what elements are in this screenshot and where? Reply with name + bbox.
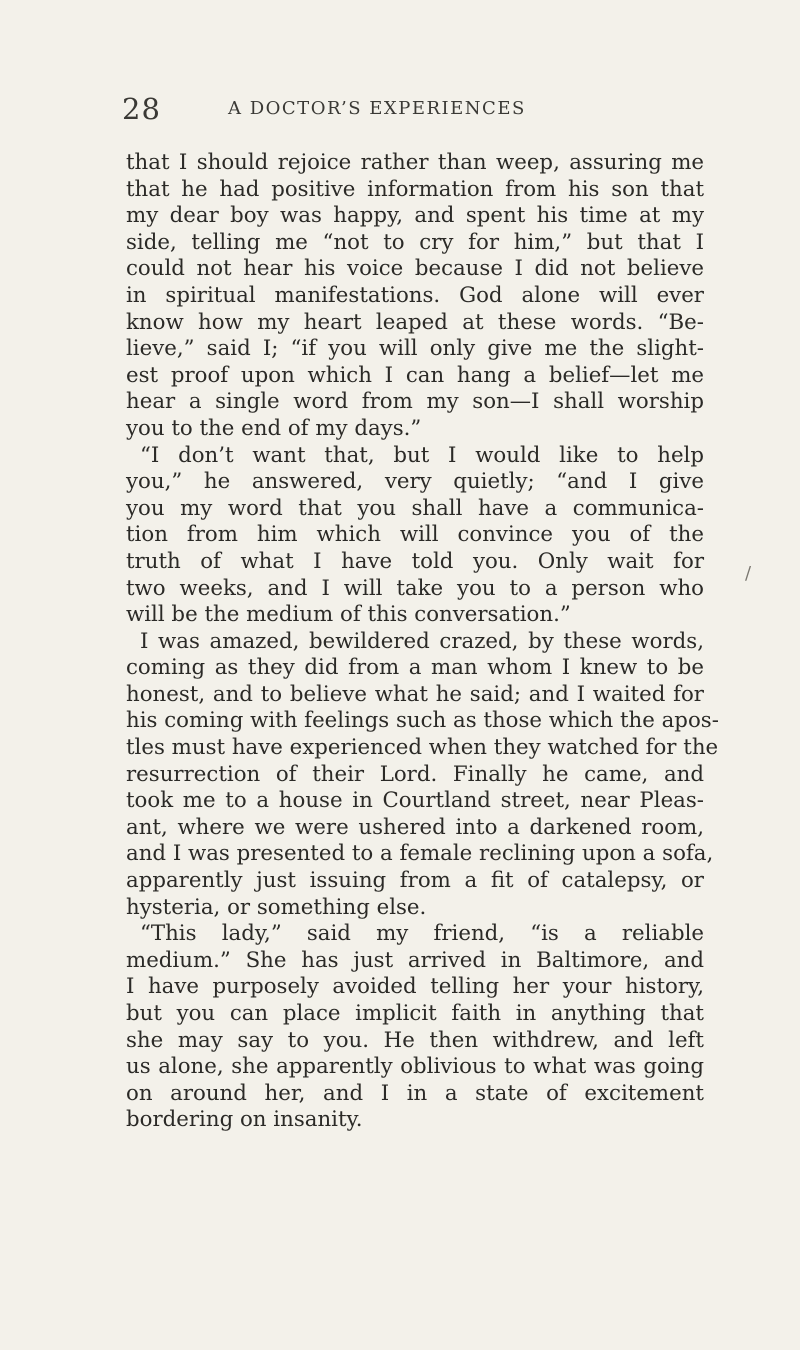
text-line: will be the medium of this conversation.” — [126, 602, 571, 628]
text-line: truth of what I have told you. Only wait for — [126, 548, 704, 574]
text-line: est proof upon which I can hang a belief—let me — [126, 362, 704, 388]
text-line: honest, and to believe what he said; and I waited for — [126, 681, 704, 707]
text-line: in spiritual manifestations. God alone will ever — [126, 282, 704, 308]
text-line: that he had positive information from his son that — [126, 176, 704, 202]
page-number: 28 — [122, 92, 161, 126]
text-line: hear a single word from my son—I shall worship — [126, 389, 704, 415]
text-line: “I don’t want that, but I would like to help — [140, 442, 704, 468]
text-line: know how my heart leaped at these words. “Be- — [126, 309, 704, 335]
text-line: tles must have experienced when they watched for the — [126, 735, 719, 761]
text-line: “This lady,” said my friend, “is a reliable — [140, 921, 704, 947]
text-line: apparently just issuing from a fit of catalepsy, or — [126, 868, 704, 894]
text-line: coming as they did from a man whom I knew to be — [126, 655, 704, 681]
running-head: A DOCTOR’S EXPERIENCES — [228, 98, 526, 119]
text-line: took me to a house in Courtland street, near Pleas- — [126, 788, 704, 814]
text-line: but you can place implicit faith in anything that — [126, 1001, 704, 1026]
margin-pencil-mark: / — [745, 563, 752, 584]
text-line: that I should rejoice rather than weep, assuring me — [126, 150, 704, 175]
text-line: us alone, she apparently oblivious to what was going — [126, 1054, 704, 1080]
text-line: you,” he answered, very quietly; “and I give — [126, 469, 704, 495]
text-line: you my word that you shall have a communica- — [126, 495, 704, 521]
text-line: tion from him which will convince you of the — [126, 522, 704, 548]
text-line: ant, where we were ushered into a darkened room, — [126, 814, 704, 840]
text-line: side, telling me “not to cry for him,” but that I — [126, 229, 704, 255]
text-line: on around her, and I in a state of excitement — [126, 1080, 704, 1106]
text-line: two weeks, and I will take you to a person who — [126, 575, 704, 601]
text-line: could not hear his voice because I did not believe — [126, 256, 704, 282]
text-line: resurrection of their Lord. Finally he came, and — [126, 761, 704, 787]
text-line: she may say to you. He then withdrew, and left — [126, 1027, 704, 1053]
text-line: I have purposely avoided telling her your history, — [126, 974, 704, 1000]
text-line: hysteria, or something else. — [126, 894, 427, 920]
text-line: medium.” She has just arrived in Baltimore, and — [126, 947, 704, 973]
page-header — [122, 92, 700, 132]
text-line: my dear boy was happy, and spent his time at my — [126, 203, 704, 229]
text-line: bordering on insanity. — [126, 1107, 363, 1133]
text-line: and I was presented to a female reclining upon a sofa, — [126, 841, 714, 867]
text-line: his coming with feelings such as those which the apos- — [126, 708, 719, 734]
text-line: you to the end of my days.” — [126, 415, 422, 441]
text-line: I was amazed, bewildered crazed, by these words, — [140, 628, 704, 654]
text-line: lieve,” said I; “if you will only give me the slight- — [126, 336, 704, 362]
body-text — [126, 150, 719, 1134]
